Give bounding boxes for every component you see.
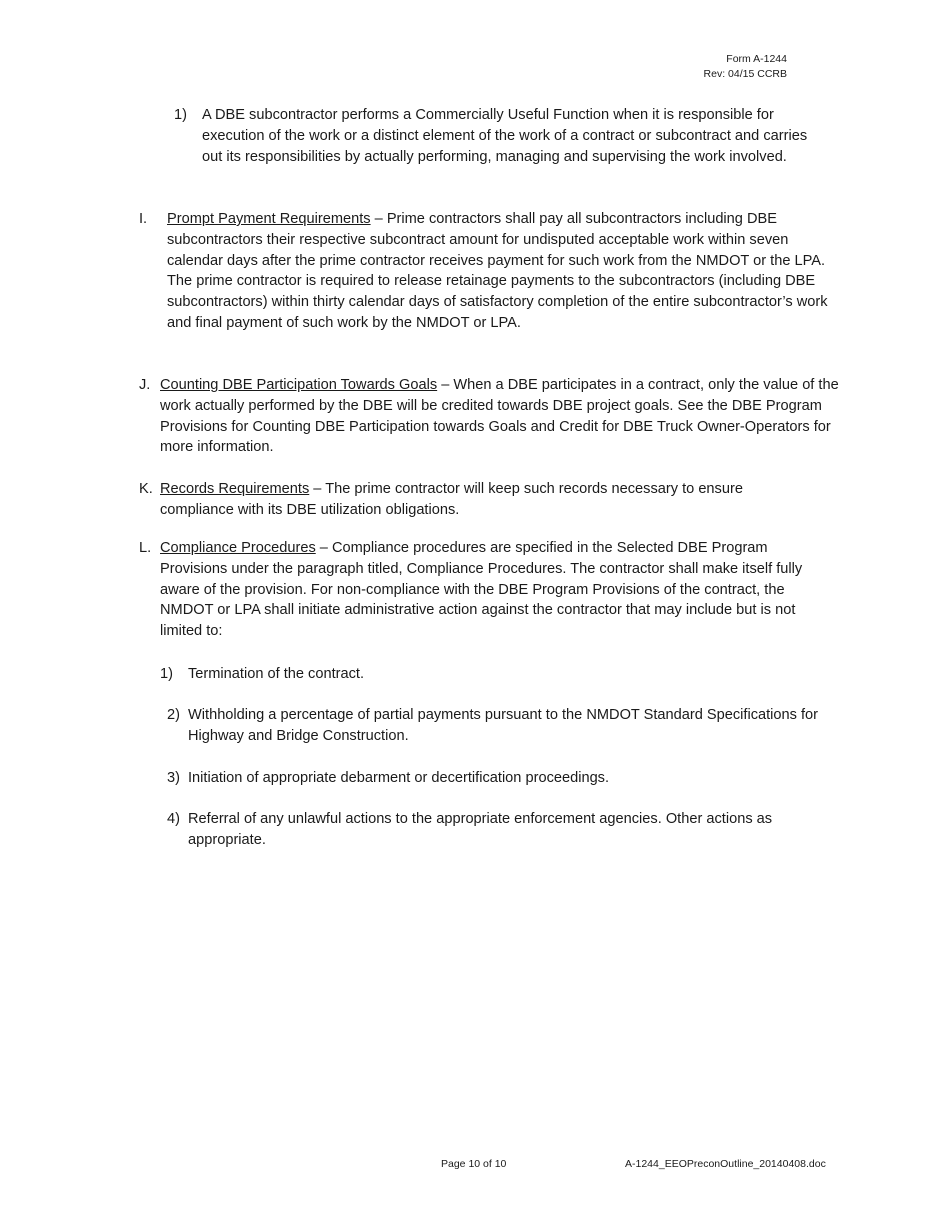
section-l-item-3-label: 3)	[167, 770, 180, 786]
section-l-item-1-text: Termination of the contract.	[188, 666, 365, 682]
section-l-item-2-label: 2)	[167, 707, 180, 723]
section-l-label: L.	[139, 540, 152, 556]
section-l-item-3-text: Initiation of appropriate debarment or decertification proceedings.	[188, 770, 610, 786]
section-j-label: J.	[139, 377, 151, 393]
form-identifier	[704, 52, 787, 82]
section-l-item-4-label: 4)	[167, 811, 180, 827]
section-j-body	[160, 375, 843, 458]
item-h1-label: 1)	[174, 107, 187, 123]
section-k-title: Records Requirements	[160, 481, 310, 497]
section-k-body	[160, 479, 820, 521]
section-l-title: Compliance Procedures	[160, 540, 316, 556]
section-k-label: K.	[139, 481, 153, 497]
section-j-title: Counting DBE Participation Towards Goals	[160, 377, 438, 393]
section-i-text: – Prime contractors shall pay all subcontractors including DBE subcontractors their respective subcontract amount for undisputed acceptable work within seven calendar days after the prime contractor receives payment for such work from the NMDOT or the LPA. The prime contractor is required to release retainage payments to the subcontractors (including DBE subcontractors) within thirty calendar days of satisfactory completion of the entire subcontractor’s work and final payment of such work by the NMDOT or LPA.	[167, 211, 828, 331]
document-filename: A-1244_EEOPreconOutline_20140408.doc	[625, 1158, 826, 1170]
section-i-label: I.	[139, 211, 148, 227]
item-h1-text: A DBE subcontractor performs a Commercially Useful Function when it is responsible for execution of the work or a distinct element of the work of a contract or subcontract and carries out its responsibilities by actually performing, managing and supervising the work involved.	[202, 107, 808, 165]
section-j-text: – When a DBE participates in a contract, only the value of the work actually performed by the DBE will be credited towards DBE project goals. See the DBE Program Provisions for Counting DBE Participation towards Goals and Credit for DBE Truck Owner-Operators for more information.	[160, 377, 839, 456]
section-l-item-1-label: 1)	[160, 666, 173, 682]
revision-label: Rev: 04/15 CCRB	[703, 68, 787, 80]
form-number: Form A-1244	[726, 53, 787, 65]
section-l-item-4-text: Referral of any unlawful actions to the appropriate enforcement agencies. Other actions as appropriate.	[188, 811, 773, 848]
section-k-text: – The prime contractor will keep such records necessary to ensure compliance with its DBE utilization obligations.	[160, 481, 743, 518]
section-i-body	[167, 209, 843, 334]
section-i-title: Prompt Payment Requirements	[167, 211, 371, 227]
section-l-text: – Compliance procedures are specified in the Selected DBE Program Provisions under the paragraph titled, Compliance Procedures. The contractor shall make itself fully aware of the provision. For non-compliance with the DBE Program Provisions of the contract, the NMDOT or LPA shall initiate administrative action against the contractor that may include but is not limited to:	[160, 540, 803, 640]
section-l-item-2-text: Withholding a percentage of partial payments pursuant to the NMDOT Standard Specifications for Highway and Bridge Construction.	[188, 707, 819, 744]
section-l-body	[160, 538, 825, 642]
page-number: Page 10 of 10	[441, 1158, 507, 1170]
